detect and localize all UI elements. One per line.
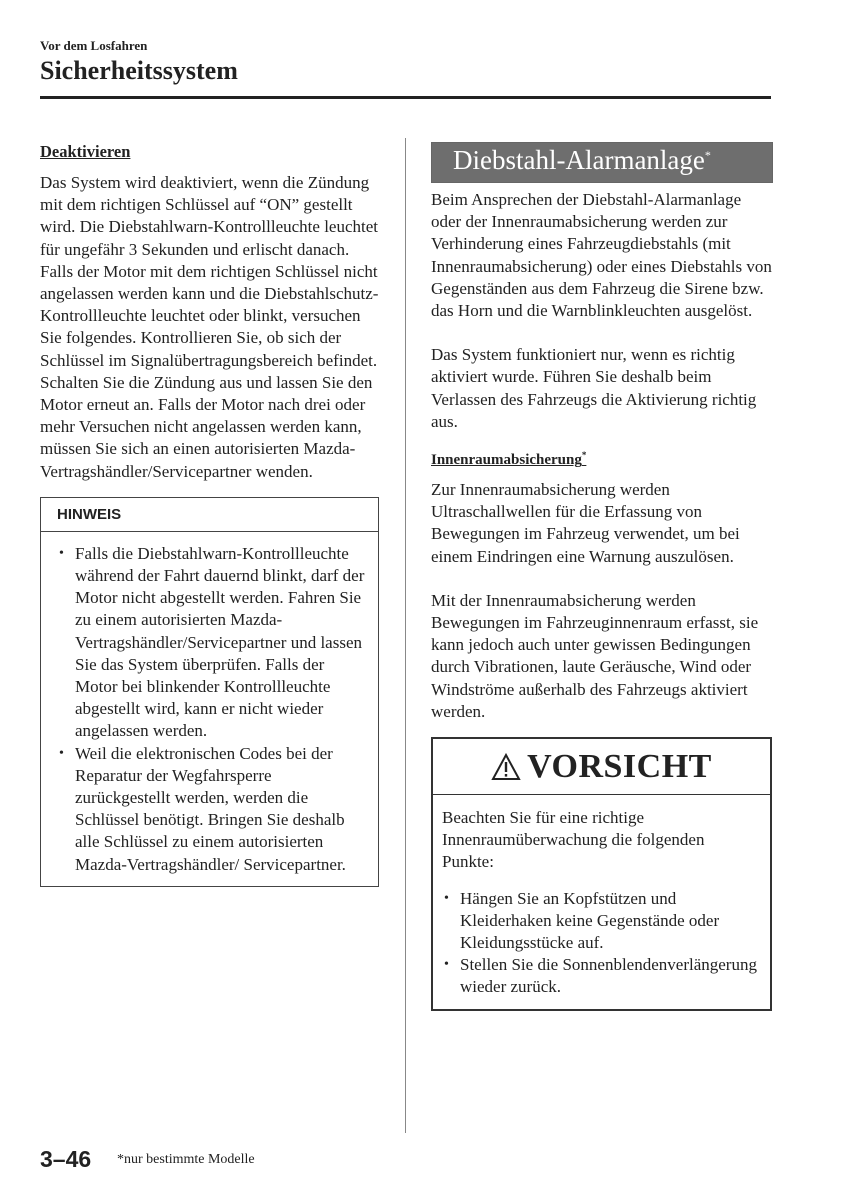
caution-item: • Hängen Sie an Kopfstützen und Kleiderhaken keine Gegenstände oder Kleidungsstücke auf. xyxy=(442,888,760,955)
alarm-intro-text: Beim Ansprechen der Diebstahl-Alarmanlage oder der Innenraumabsicherung werden zur Verhinderung eines Fahrzeugdiebstahls (mit Innenraumabsicherung) oder eines Diebstahls von Gegenständen aus dem Fahrzeug die Sirene bzw. das Horn und die Warnblinkleuchten ausgelöst. xyxy=(431,190,772,321)
innenraum-text-2: Mit der Innenraumabsicherung werden Bewegungen im Fahrzeuginnenraum erfasst, sie kann jedoch auch unter gewissen Bedingungen durch Vibrationen, laute Geräusche, Wind oder Windströme außerhalb des Fahrzeugs aktiviert werden. xyxy=(431,590,759,721)
innenraum-heading: Innenraumabsicherung* xyxy=(431,450,587,469)
caution-intro: Beachten Sie für eine richtige Innenraumüberwachung die folgenden Punkte: xyxy=(442,808,705,872)
section-banner xyxy=(431,142,773,183)
column-divider xyxy=(405,138,406,1133)
deaktivieren-text: Das System wird deaktiviert, wenn die Zündung mit dem richtigen Schlüssel auf “ON” gestellt wird. Die Diebstahlwarn-Kontrollleuchte leuchtet für ungefähr 3 Sekunden und erlischt danach. Falls der Motor mit dem richtigen Schlüssel nicht angelassen werden kann und die Diebstahlschutz-Kontrollleuchte leuchtet oder blinkt, versuchen Sie folgendes. Kontrollieren Sie, ob sich der Schlüssel im Signalübertragungsbereich befindet. Schalten Sie die Zündung aus und lassen Sie den Motor erneut an. Falls der Motor nach drei oder mehr Versuchen nicht angelassen werden kann, müssen Sie sich an einen autorisierten Mazda-Vertragshändler/Servicepartner wenden. xyxy=(40,173,379,481)
page-title: Sicherheitssystem xyxy=(40,56,238,85)
innenraum-asterisk: * xyxy=(581,450,587,461)
left-column xyxy=(40,141,382,887)
warning-triangle-icon xyxy=(491,753,521,781)
section-label: Vor dem Losfahren xyxy=(40,38,148,53)
caution-title: VORSICHT xyxy=(527,747,712,785)
banner-title: Diebstahl-Alarmanlage xyxy=(453,145,705,175)
activation-text: Das System funktioniert nur, wenn es richtig aktiviert wurde. Führen Sie deshalb beim Verlassen des Fahrzeugs die Aktivierung richtig aus. xyxy=(431,345,757,431)
caution-box xyxy=(431,737,772,1011)
header-rule xyxy=(40,96,771,99)
page-number: 3–46 xyxy=(40,1146,92,1172)
innenraum-text-1: Zur Innenraumabsicherung werden Ultraschallwellen für die Erfassung von Bewegungen im Fahrzeug verwendet, um bei einem Eindringen eine Warnung auszulösen. xyxy=(431,480,740,566)
note-box xyxy=(40,497,379,887)
banner-asterisk: * xyxy=(704,148,711,162)
deaktivieren-heading: Deaktivieren xyxy=(40,142,131,161)
caution-header xyxy=(433,739,770,795)
note-title: HINWEIS xyxy=(41,498,378,532)
note-item: • Weil die elektronischen Codes bei der Reparatur der Wegfahrsperre zurückgestellt werden, werden die Schlüssel benötigt. Bringen Sie deshalb alle Schlüssel zu einem autorisierten Mazda-Vertragshändler/ Servicepartner. xyxy=(57,743,370,876)
right-column xyxy=(431,142,773,1011)
note-item: • Falls die Diebstahlwarn-Kontrollleuchte während der Fahrt dauernd blinkt, darf der Motor nicht abgestellt werden. Fahren Sie zu einem autorisierten Mazda-Vertragshändler/Servicepartner und lassen Sie das System überprüfen. Falls der Motor bei blinkender Kontrollleuchte abgestellt wird, kann er nicht wieder angelassen werden. xyxy=(57,543,370,743)
caution-item: • Stellen Sie die Sonnenblendenverlängerung wieder zurück. xyxy=(442,954,760,998)
footnote: *nur bestimmte Modelle xyxy=(117,1152,255,1167)
